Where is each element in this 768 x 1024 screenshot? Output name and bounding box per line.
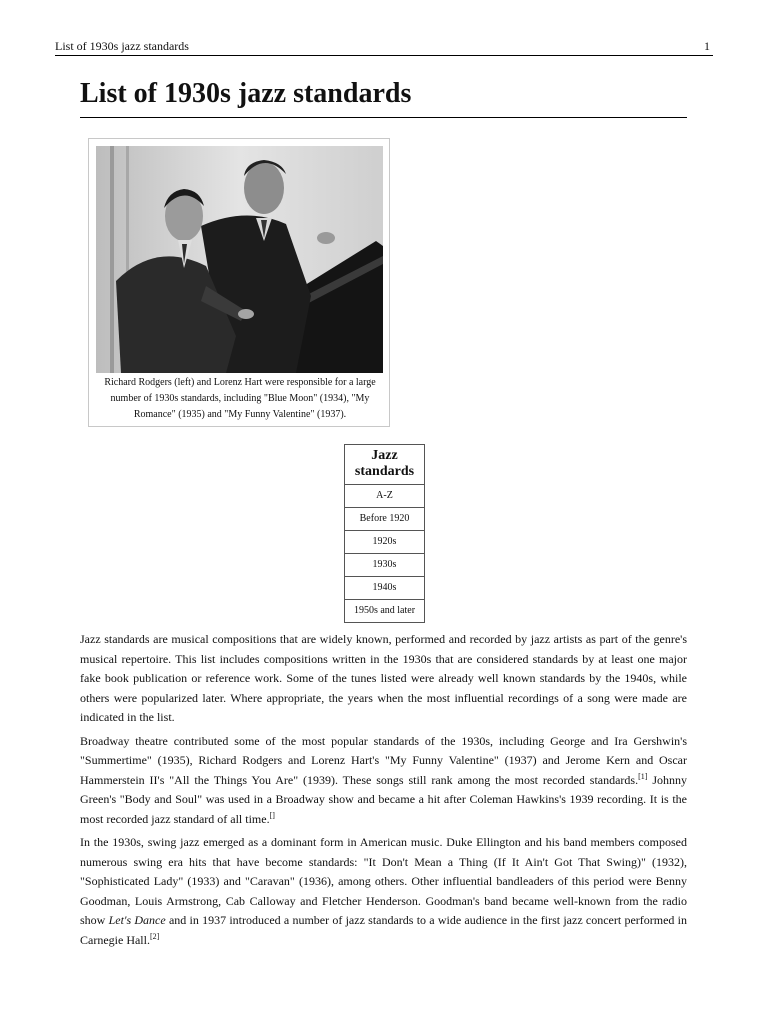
- running-header-title: List of 1930s jazz standards: [55, 39, 189, 53]
- citation-2[interactable]: [2]: [149, 931, 160, 941]
- navbox-link-1920s[interactable]: 1920s: [345, 531, 424, 554]
- radio-show-title: Let's Dance: [108, 913, 166, 927]
- swing-paragraph: [80, 833, 687, 950]
- article-body: [80, 630, 687, 954]
- navbox-link-before-1920[interactable]: Before 1920: [345, 508, 424, 531]
- swing-text-2: and in 1937 introduced a number of jazz standards to a wide audience in the first jazz concert performed in Carnegie Hall.: [80, 913, 688, 947]
- jazz-standards-navbox: [344, 444, 425, 623]
- broadway-text-2: Johnny Green's "Body and Soul" was used in a Broadway show and became a hit after Coleman Hawkins's 1939 recording. It is the most recorded jazz standard of all time.: [80, 772, 688, 826]
- swing-text-1: In the 1930s, swing jazz emerged as a dominant form in American music. Duke Ellington and his band members composed numerous swing era hits that have become standards: "It Don't Mean a Thing (If It Ain't Got That Swing)" (1932), "Sophisticated Lady" (1933) and "Caravan" (1936), among others. Other influential bandleaders of this period were Benny Goodman, Louis Armstrong, Cab Calloway and Fletcher Henderson. Goodman's band became well-known from the radio show: [80, 835, 687, 927]
- intro-paragraph: Jazz standards are musical compositions that are widely known, performed and recorded by jazz artists as part of the genre's musical repertoire. This list includes compositions written in the 1930s that are considered standards by at least one major fake book publication or reference work. Some of the tunes listed were already well known standards by the 1940s, while others were popularized later. Where appropriate, the years when the most influential recordings of a song were made are indicated in the list.: [80, 632, 687, 724]
- citation-empty[interactable]: []: [269, 810, 275, 820]
- navbox-link-a-z[interactable]: A-Z: [345, 485, 424, 508]
- navbox-title: Jazz standards: [345, 445, 424, 485]
- navbox-link-1950s-and-later[interactable]: 1950s and later: [353, 605, 416, 616]
- citation-1[interactable]: [1]: [638, 771, 648, 781]
- photo-figure: [88, 138, 390, 427]
- navbox-link-1930s[interactable]: 1930s: [345, 554, 424, 577]
- page-number: 1: [704, 39, 710, 53]
- rodgers-hart-photo: [96, 146, 383, 373]
- broadway-text-1: Broadway theatre contributed some of the most popular standards of the 1930s, including George and Ira Gershwin's "Summertime" (1935), Richard Rodgers and Lorenz Hart's "My Funny Valentine" (1937) and Jerome Kern and Oscar Hammerstein II's "All the Things You Are" (1939). These songs still rank among the most recorded standards.: [80, 733, 687, 787]
- page-title: List of 1930s jazz standards: [80, 76, 687, 118]
- broadway-paragraph: [80, 732, 687, 830]
- navbox-link-1940s[interactable]: 1940s: [345, 577, 424, 600]
- figure-caption: Richard Rodgers (left) and Lorenz Hart were responsible for a large number of 1930s standards, including "Blue Moon" (1934), "My Romance" (1935) and "My Funny Valentine" (1937).: [104, 377, 376, 420]
- running-header: [55, 37, 713, 56]
